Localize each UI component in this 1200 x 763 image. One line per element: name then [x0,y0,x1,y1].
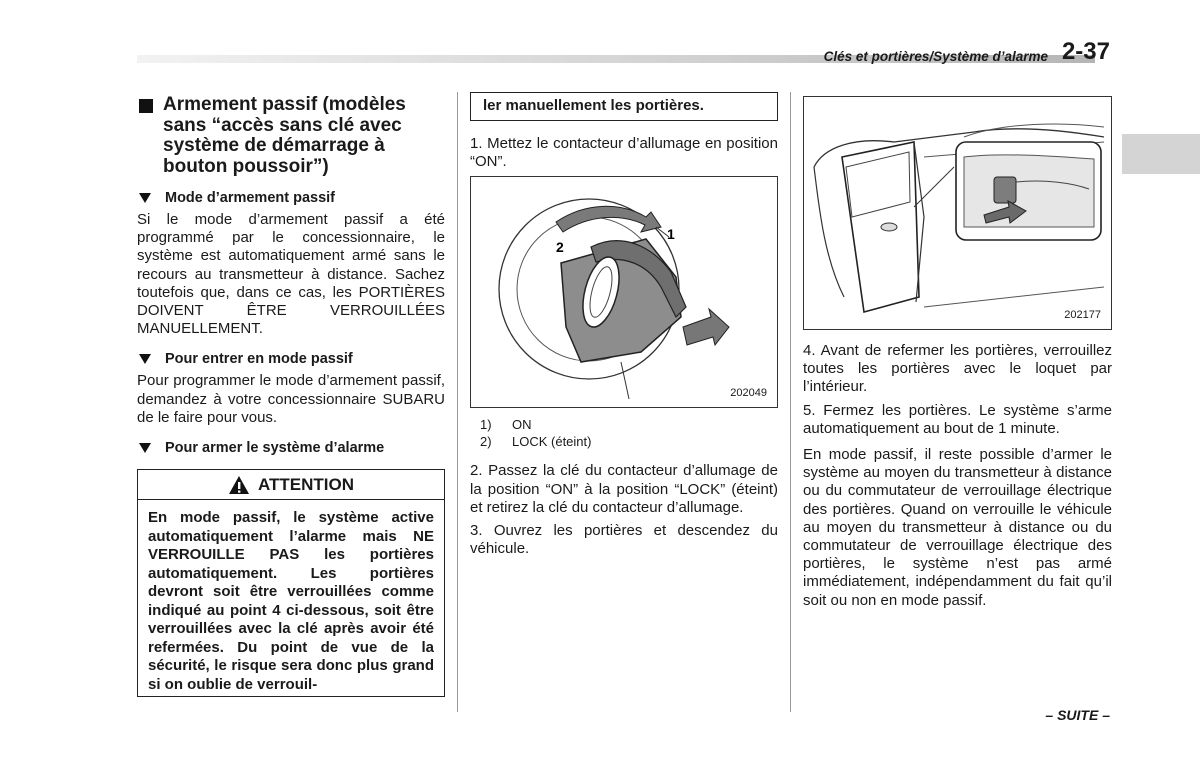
step-2: 2. Passez la clé du contacteur d’allumage de la position “ON” à la position “LOCK” (éteint) et retirez la clé du contacteur d’allumage. [470,462,778,516]
subheading [137,351,445,367]
subheading-text: Pour entrer en mode passif [165,351,353,368]
step-3: 3. Ouvrez les portières et descendez du véhicule. [470,522,778,558]
figure-label: 1 [667,226,675,243]
triangle-bullet-icon [139,443,151,453]
section-title: Clés et portières/Système d’alarme [823,49,1048,64]
paragraph: Pour programmer le mode d’armement passif, demandez à votre concessionnaire SUBARU de le faire pour vous. [137,372,445,426]
column-middle [470,92,778,558]
triangle-bullet-icon [139,354,151,364]
chapter-tab [1122,134,1200,174]
subheading-text: Mode d’armement passif [165,190,336,206]
column-right [803,96,1112,610]
triangle-bullet-icon [139,193,151,203]
page-number: 2-37 [1061,38,1110,65]
ignition-key-figure [470,176,778,408]
paragraph: En mode passif, il reste possible d’armer le système au moyen du transmetteur à distance ou du commutateur de verrouillage électrique des portières. Quand on verrouille le véhicule au moyen du transmetteur à distance ou du commutateur de verrouillage électrique des portières, le système n’est pas armé immédiatement, indépendamment du fait qu’il soit ou non en mode passif. [803,446,1112,609]
subheading [137,190,445,206]
ignition-key-illustration [471,177,777,407]
step-5: 5. Fermez les portières. Le système s’arme automatiquement au bout de 1 minute. [803,401,1112,437]
warning-icon [228,475,250,495]
caption-item: 2) LOCK (éteint) [480,434,592,450]
subheading [137,440,445,456]
door-illustration [804,97,1111,329]
square-bullet-icon [139,99,153,113]
figure-code: 202049 [730,387,767,400]
attention-title: ATTENTION [257,474,354,494]
main-heading [137,95,445,177]
subheading-text: Pour armer le système d’alarme [165,440,385,457]
column-divider [790,92,791,712]
continued-footer: – SUITE – [1045,707,1110,723]
main-heading-text: Armement passif (modèles sans “accès sans clé avec système de démarrage à bouton poussoir”) [163,94,406,177]
paragraph: Si le mode d’armement passif a été programmé par le concessionnaire, le système est automatiquement armé sans le recours au transmetteur à distance. Sachez toutefois que, dans ce cas, les PORTIÈRES DOIVENT ÊTRE VERROUILLÉES MANUELLEMENT. [137,211,445,338]
door-figure [803,96,1112,330]
attention-header [137,469,445,500]
column-divider [457,92,458,712]
step-4: 4. Avant de refermer les portières, verrouillez toutes les portières avec le loquet par l’intérieur. [803,342,1112,396]
step-1: 1. Mettez le contacteur d’allumage en position “ON”. [470,135,778,171]
attention-continued: ler manuellement les portières. [470,92,778,121]
attention-body: En mode passif, le système active automatiquement l’alarme mais NE VERROUILLE PAS les portières automatiquement. Les portières devront soit être verrouillées comme indiqué au point 4 ci-dessous, soit être verrouillées avec la clé après avoir été refermées. Du point de vue de la sécurité, le risque sera donc plus grand si on oublie de verrouil- [137,500,445,697]
caption-item: 1) ON [480,417,532,433]
column-left [137,95,445,697]
figure-caption [480,416,778,450]
figure-code: 202177 [1064,309,1101,321]
figure-label: 2 [556,239,564,256]
